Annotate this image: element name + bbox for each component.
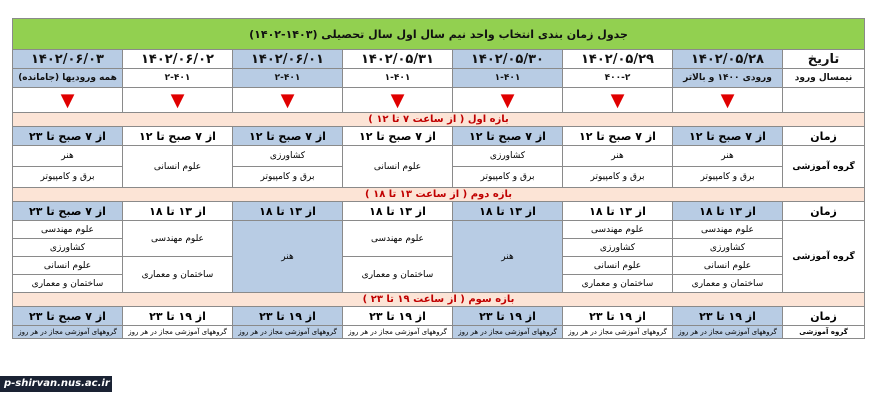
time-cell: از ۱۹ تا ۲۳ [123, 307, 233, 326]
time-cell: از ۱۹ تا ۲۳ [453, 307, 563, 326]
down-arrow-icon: ▼ [390, 89, 405, 111]
time-cell: از ۷ صبح تا ۱۲ [343, 127, 453, 146]
group-cell: ساختمان و معماری [673, 275, 783, 293]
date-cell: ۱۴۰۲/۰۶/۰۳ [13, 50, 123, 69]
group-cell: کشاورزی [233, 146, 343, 167]
time-cell: از ۷ صبح تا ۲۳ [13, 307, 123, 326]
group-cell: کشاورزی [563, 239, 673, 257]
arrow-row [13, 88, 865, 113]
group-cell: گروههای آموزشی مجاز در هر روز [673, 326, 783, 339]
group-cell: هنر [563, 146, 673, 167]
group-label: گروه آموزشی [783, 326, 865, 339]
entry-cell: ورودی ۱۴۰۰ و بالاتر [673, 69, 783, 88]
entry-cell: ۲-۴۰۱ [233, 69, 343, 88]
date-cell: ۱۴۰۲/۰۵/۲۸ [673, 50, 783, 69]
time-cell: از ۱۹ تا ۲۳ [233, 307, 343, 326]
group-cell: ساختمان و معماری [343, 257, 453, 293]
entry-cell: ۴۰۰-۲ [563, 69, 673, 88]
group-cell: علوم مهندسی [673, 221, 783, 239]
group-cell: گروههای آموزشی مجاز در هر روز [453, 326, 563, 339]
down-arrow-icon: ▼ [170, 89, 185, 111]
period-1-header: بازه اول ( از ساعت ۷ تا ۱۲ ) [13, 113, 865, 127]
group-cell: علوم انسانی [123, 146, 233, 188]
time-cell: از ۱۳ تا ۱۸ [343, 202, 453, 221]
down-arrow-icon: ▼ [60, 89, 75, 111]
group-cell: هنر [453, 221, 563, 293]
time-cell: از ۱۹ تا ۲۳ [563, 307, 673, 326]
date-row [13, 50, 865, 69]
group-cell: گروههای آموزشی مجاز در هر روز [123, 326, 233, 339]
time-label: زمان [783, 307, 865, 326]
entry-cell: ۱-۴۰۱ [343, 69, 453, 88]
down-arrow-icon: ▼ [280, 89, 295, 111]
group-cell: گروههای آموزشی مجاز در هر روز [563, 326, 673, 339]
time-cell: از ۱۳ تا ۱۸ [453, 202, 563, 221]
group-label: گروه آموزشی [783, 146, 865, 188]
time-cell: از ۱۳ تا ۱۸ [233, 202, 343, 221]
entry-semester-row [13, 69, 865, 88]
time-label: زمان [783, 202, 865, 221]
group-cell: علوم انسانی [13, 257, 123, 275]
time-cell: از ۱۹ تا ۲۳ [673, 307, 783, 326]
time-cell: از ۷ صبح تا ۲۳ [13, 202, 123, 221]
group-cell: علوم انسانی [563, 257, 673, 275]
time-cell: از ۱۹ تا ۲۳ [343, 307, 453, 326]
time-cell: از ۷ صبح تا ۱۲ [453, 127, 563, 146]
group-cell: برق و کامپیوتر [453, 167, 563, 188]
group-cell: علوم انسانی [673, 257, 783, 275]
period-2-header: بازه دوم ( از ساعت ۱۳ تا ۱۸ ) [13, 188, 865, 202]
group-cell: علوم انسانی [343, 146, 453, 188]
group-cell: ساختمان و معماری [563, 275, 673, 293]
group-cell: کشاورزی [453, 146, 563, 167]
group-cell: برق و کامپیوتر [563, 167, 673, 188]
entry-cell: همه ورودیها (جامانده) [13, 69, 123, 88]
date-cell: ۱۴۰۲/۰۶/۰۲ [123, 50, 233, 69]
group-label: گروه آموزشی [783, 221, 865, 293]
entry-cell: ۱-۴۰۱ [453, 69, 563, 88]
group-cell: هنر [13, 146, 123, 167]
group-cell: کشاورزی [13, 239, 123, 257]
time-cell: از ۷ صبح تا ۱۲ [563, 127, 673, 146]
group-cell: علوم مهندسی [343, 221, 453, 257]
date-cell: ۱۴۰۲/۰۵/۳۱ [343, 50, 453, 69]
group-cell: علوم مهندسی [123, 221, 233, 257]
group-cell: گروههای آموزشی مجاز در هر روز [13, 326, 123, 339]
group-cell: هنر [673, 146, 783, 167]
date-cell: ۱۴۰۲/۰۶/۰۱ [233, 50, 343, 69]
schedule-table [12, 18, 865, 339]
date-label: تاریخ [783, 50, 865, 69]
site-watermark: p-shirvan.nus.ac.ir [0, 376, 112, 392]
semester-label: نیمسال ورود [783, 69, 865, 88]
down-arrow-icon: ▼ [500, 89, 515, 111]
time-cell: از ۷ صبح تا ۲۳ [13, 127, 123, 146]
date-cell: ۱۴۰۲/۰۵/۲۹ [563, 50, 673, 69]
group-cell: هنر [233, 221, 343, 293]
entry-cell: ۲-۴۰۱ [123, 69, 233, 88]
group-cell: کشاورزی [673, 239, 783, 257]
group-cell: علوم مهندسی [563, 221, 673, 239]
group-cell: ساختمان و معماری [123, 257, 233, 293]
time-cell: از ۱۳ تا ۱۸ [123, 202, 233, 221]
group-cell: برق و کامپیوتر [13, 167, 123, 188]
period-3-header: بازه سوم ( از ساعت ۱۹ تا ۲۳ ) [13, 293, 865, 307]
time-cell: از ۷ صبح تا ۱۲ [233, 127, 343, 146]
down-arrow-icon: ▼ [720, 89, 735, 111]
time-label: زمان [783, 127, 865, 146]
group-cell: گروههای آموزشی مجاز در هر روز [343, 326, 453, 339]
time-cell: از ۷ صبح تا ۱۲ [673, 127, 783, 146]
group-cell: گروههای آموزشی مجاز در هر روز [233, 326, 343, 339]
time-cell: از ۷ صبح تا ۱۲ [123, 127, 233, 146]
group-cell: علوم مهندسی [13, 221, 123, 239]
time-cell: از ۱۳ تا ۱۸ [673, 202, 783, 221]
group-cell: برق و کامپیوتر [673, 167, 783, 188]
group-cell: برق و کامپیوتر [233, 167, 343, 188]
group-cell: ساختمان و معماری [13, 275, 123, 293]
page-title: جدول زمان بندی انتخاب واحد نیم سال اول سال تحصیلی (۱۴۰۳-۱۴۰۲) [13, 19, 865, 50]
down-arrow-icon: ▼ [610, 89, 625, 111]
time-cell: از ۱۳ تا ۱۸ [563, 202, 673, 221]
date-cell: ۱۴۰۲/۰۵/۳۰ [453, 50, 563, 69]
